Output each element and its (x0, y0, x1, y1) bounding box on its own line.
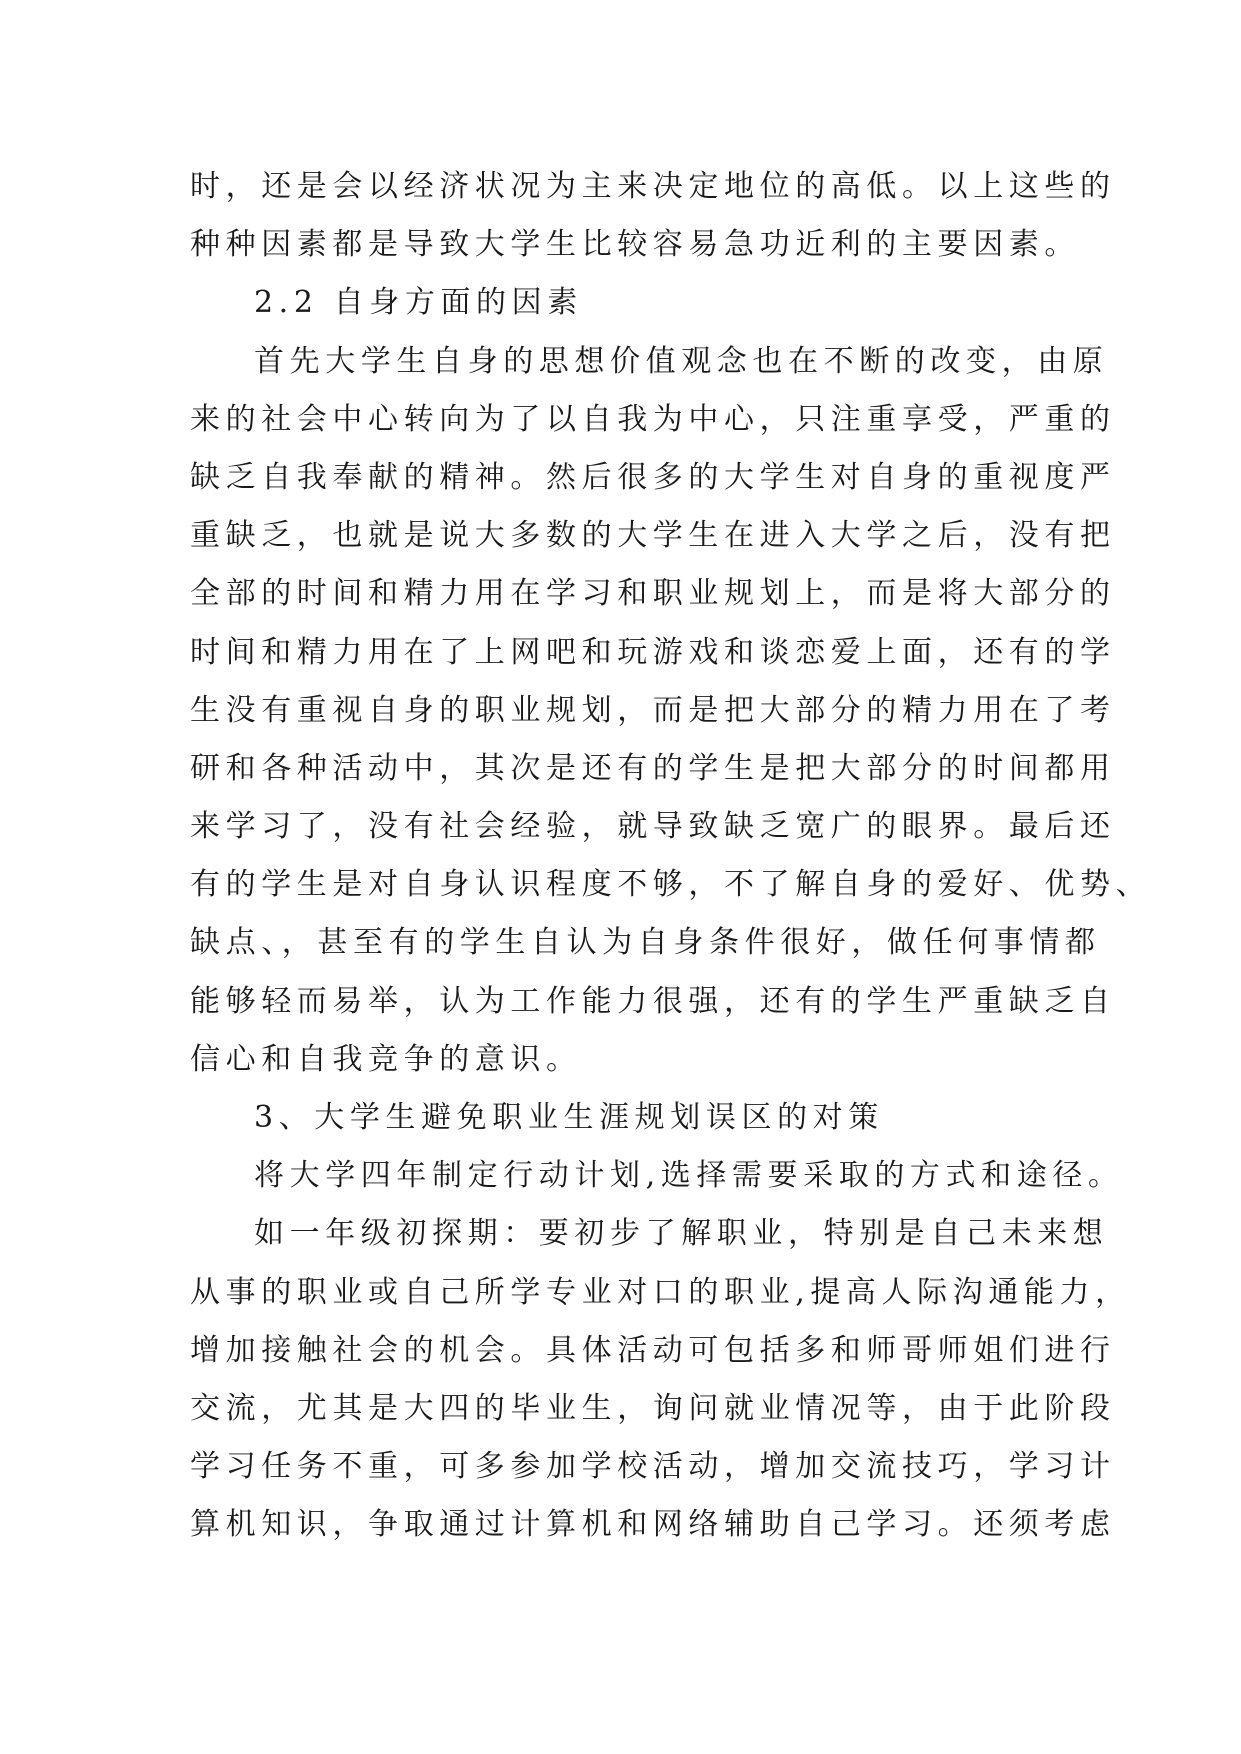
text-line: 从事的职业或自己所学专业对口的职业,提高人际沟通能力， (190, 1274, 1131, 1310)
text-line: 算机知识，争取通过计算机和网络辅助自己学习。还须考虑 (190, 1507, 1116, 1543)
text-line: 缺乏自我奉献的精神。然后很多的大学生对自身的重视度严 (190, 459, 1116, 495)
text-line: 种种因素都是导致大学生比较容易急功近利的主要因素。 (190, 227, 1080, 263)
text-line: 有的学生是对自身认识程度不够，不了解自身的爱好、优势、 (190, 867, 1152, 903)
text-line: 能够轻而易举，认为工作能力很强，还有的学生严重缺乏自 (190, 983, 1116, 1019)
text-line: 如一年级初探期：要初步了解职业，特别是自己未来想 (254, 1216, 1109, 1252)
text-line: 重缺乏，也就是说大多数的大学生在进入大学之后，没有把 (190, 518, 1116, 554)
text-line: 增加接触社会的机会。具体活动可包括多和师哥师姐们进行 (190, 1332, 1116, 1368)
text-line: 来学习了，没有社会经验，就导致缺乏宽广的眼界。最后还 (190, 809, 1116, 845)
text-line: 首先大学生自身的思想价值观念也在不断的改变，由原 (254, 343, 1109, 379)
text-line: 交流，尤其是大四的毕业生，询问就业情况等，由于此阶段 (190, 1390, 1116, 1426)
text-line: 研和各种活动中，其次是还有的学生是把大部分的时间都用 (190, 750, 1116, 786)
text-line: 学习任务不重，可多参加学校活动，增加交流技巧，学习计 (190, 1449, 1116, 1485)
text-line: 全部的时间和精力用在学习和职业规划上，而是将大部分的 (190, 576, 1116, 612)
text-line: 信心和自我竞争的意识。 (190, 1041, 582, 1077)
text-line: 来的社会中心转向为了以自我为中心，只注重享受，严重的 (190, 401, 1116, 437)
text-line: 2.2 自身方面的因素 (254, 285, 583, 321)
text-line: 时，还是会以经济状况为主来决定地位的高低。以上这些的 (190, 169, 1116, 204)
text-line: 时间和精力用在了上网吧和玩游戏和谈恋爱上面，还有的学 (190, 634, 1116, 670)
text-line: 3、大学生避免职业生涯规划误区的对策 (254, 1100, 884, 1135)
text-line: 生没有重视自身的职业规划，而是把大部分的精力用在了考 (190, 692, 1116, 728)
text-line: 将大学四年制定行动计划,选择需要采取的方式和途径。 (254, 1158, 1124, 1194)
body-text (190, 158, 1152, 1555)
text-line: 缺点、，甚至有的学生自认为自身条件很好，做任何事情都 (190, 925, 1101, 961)
